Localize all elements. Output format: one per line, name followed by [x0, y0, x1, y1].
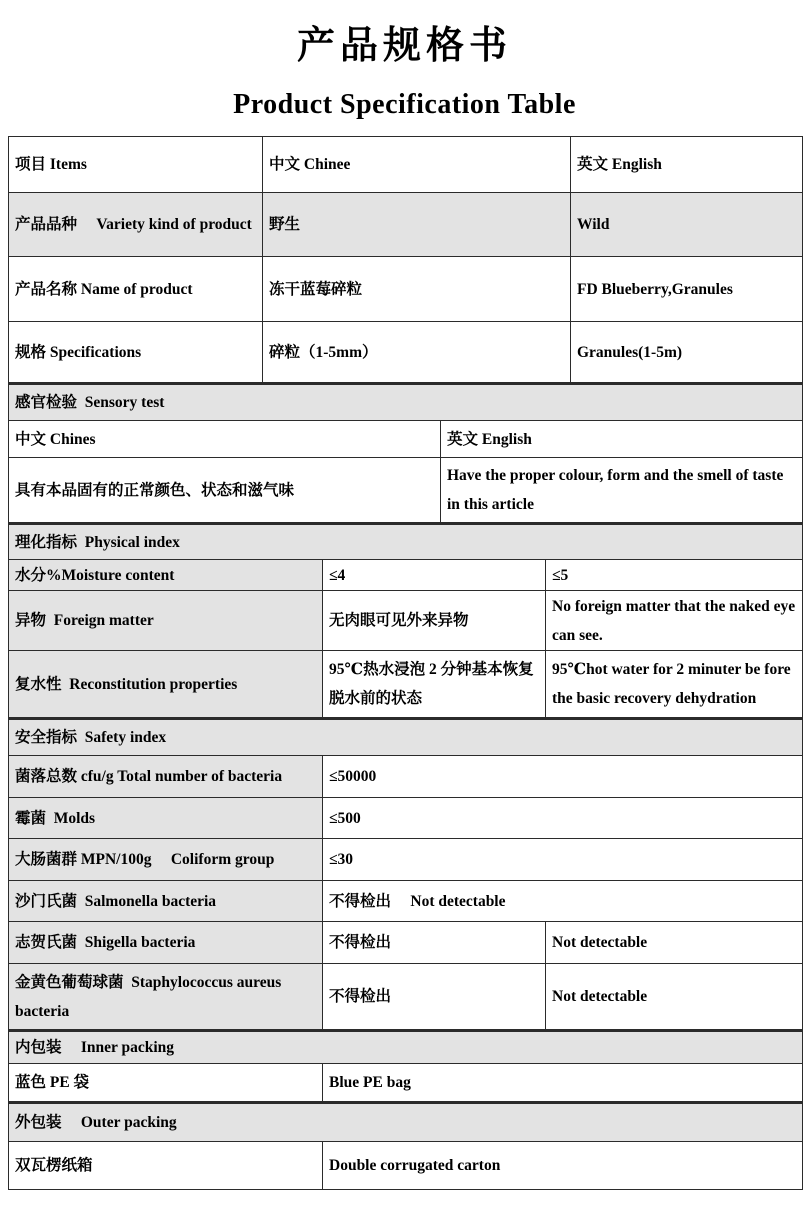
cell-text: 野生: [269, 216, 301, 233]
cell-text: ≤500: [329, 809, 361, 827]
row-product-name: [9, 257, 802, 322]
cell-text: 外包装 Outer packing: [15, 1114, 177, 1131]
row-sensory-desc-cell-1: [441, 458, 802, 522]
cell-text: 水分%Moisture content: [15, 566, 175, 584]
row-foreign-matter-cell-1: [323, 591, 546, 650]
cell-text: ≤4: [329, 566, 346, 584]
row-shigella-cell-1: [323, 922, 546, 963]
cell-text: 碎粒（1-5mm）: [269, 343, 378, 361]
row-reconstitution-cell-2: [546, 651, 802, 717]
row-moisture-cell-2: [546, 560, 802, 590]
row-foreign-matter: [9, 591, 802, 651]
row-outer-packing-header: [9, 1102, 802, 1142]
row-product-name-cell-0: [9, 257, 263, 321]
cell-text: 不得检出 Not detectable: [329, 892, 506, 910]
page-title-zh: 产品规格书: [296, 25, 512, 67]
row-inner-packing-header-cell-0: [9, 1032, 802, 1063]
document-page: [0, 14, 810, 1190]
cell-text: 中文 Chinee: [269, 156, 351, 173]
cell-text: 具有本品固有的正常颜色、状态和滋气味: [15, 481, 295, 499]
cell-text: Double corrugated carton: [329, 1157, 501, 1174]
cell-text: Wild: [577, 216, 610, 233]
row-physical-index-header-cell-0: [9, 525, 802, 559]
product-spec-table: [8, 136, 803, 1190]
cell-text: 内包装 Inner packing: [15, 1039, 175, 1056]
cell-text: 菌落总数 cfu/g Total number of bacteria: [15, 768, 283, 785]
row-shigella-cell-0: [9, 922, 323, 963]
cell-text: 产品名称 Name of product: [15, 280, 193, 298]
row-language-header: [9, 421, 802, 458]
cell-text: 感官检验 Sensory test: [15, 394, 165, 411]
row-coliform-cell-0: [9, 839, 323, 880]
row-specifications-cell-1: [263, 322, 571, 382]
row-safety-index-header: [9, 718, 802, 756]
row-staph-aureus: [9, 964, 802, 1030]
cell-text: 英文 English: [577, 156, 662, 173]
cell-text: 95℃热水浸泡 2 分钟基本恢复脱水前的状态: [329, 661, 534, 707]
row-variety-cell-2: [571, 193, 802, 256]
cell-text: 沙门氏菌 Salmonella bacteria: [15, 892, 217, 910]
row-inner-packing: [9, 1064, 802, 1102]
cell-text: 无肉眼可见外来异物: [329, 612, 469, 629]
row-specifications-cell-2: [571, 322, 802, 382]
cell-text: 不得检出: [329, 988, 392, 1005]
row-inner-packing-header: [9, 1030, 802, 1064]
row-physical-index-header: [9, 523, 802, 560]
cell-text: 产品品种 Variety kind of product: [15, 216, 252, 233]
cell-text: 复水性 Reconstitution properties: [15, 675, 238, 693]
row-sensory-test-header-cell-0: [9, 385, 802, 420]
cell-text: 志贺氏菌 Shigella bacteria: [15, 934, 196, 951]
row-sensory-desc: [9, 458, 802, 523]
row-foreign-matter-cell-2: [546, 591, 802, 650]
cell-text: 大肠菌群 MPN/100g Coliform group: [15, 851, 275, 868]
cell-text: Not detectable: [552, 988, 648, 1005]
row-foreign-matter-cell-0: [9, 591, 323, 650]
row-staph-aureus-cell-1: [323, 964, 546, 1029]
row-outer-packing-cell-1: [323, 1142, 802, 1189]
row-molds-cell-0: [9, 798, 323, 838]
cell-text: 冻干蓝莓碎粒: [269, 280, 363, 298]
cell-text: 理化指标 Physical index: [15, 533, 180, 551]
row-language-header-cell-1: [441, 421, 802, 457]
row-salmonella-cell-1: [323, 881, 802, 921]
row-staph-aureus-cell-2: [546, 964, 802, 1029]
row-inner-packing-cell-0: [9, 1064, 323, 1101]
row-reconstitution-cell-0: [9, 651, 323, 717]
row-staph-aureus-cell-0: [9, 964, 323, 1029]
row-sensory-desc-cell-0: [9, 458, 441, 522]
row-total-bacteria-cell-1: [323, 756, 802, 797]
row-product-name-cell-2: [571, 257, 802, 321]
page-title-en: Product Specification Table: [233, 89, 576, 120]
row-outer-packing-header-cell-0: [9, 1104, 802, 1141]
row-molds: [9, 798, 802, 839]
row-reconstitution: [9, 651, 802, 718]
cell-text: 金黄色葡萄球菌 Staphylococcus aureus bacteria: [15, 973, 286, 1020]
cell-text: 安全指标 Safety index: [15, 729, 167, 746]
cell-text: ≤30: [329, 851, 354, 868]
row-items-header: [9, 137, 802, 193]
row-variety: [9, 193, 802, 257]
cell-text: ≤5: [552, 566, 569, 584]
cell-text: 英文 English: [447, 430, 532, 448]
cell-text: ≤50000: [329, 768, 377, 785]
cell-text: No foreign matter that the naked eye can see.: [552, 597, 799, 644]
row-inner-packing-cell-1: [323, 1064, 802, 1101]
row-variety-cell-0: [9, 193, 263, 256]
row-shigella: [9, 922, 802, 964]
row-salmonella-cell-0: [9, 881, 323, 921]
cell-text: 异物 Foreign matter: [15, 612, 154, 629]
row-items-header-cell-0: [9, 137, 263, 192]
row-total-bacteria-cell-0: [9, 756, 323, 797]
cell-text: 双瓦楞纸箱: [15, 1157, 93, 1174]
cell-text: Have the proper colour, form and the smell of taste in this article: [447, 467, 788, 513]
row-specifications-cell-0: [9, 322, 263, 382]
cell-text: 中文 Chines: [15, 430, 96, 448]
row-moisture-cell-0: [9, 560, 323, 590]
cell-text: 规格 Specifications: [15, 343, 142, 361]
row-language-header-cell-0: [9, 421, 441, 457]
row-product-name-cell-1: [263, 257, 571, 321]
cell-text: Not detectable: [552, 934, 648, 951]
cell-text: 95℃hot water for 2 minuter be fore the basic recovery dehydration: [552, 661, 795, 707]
row-reconstitution-cell-1: [323, 651, 546, 717]
cell-text: 霉菌 Molds: [15, 809, 96, 827]
cell-text: FD Blueberry,Granules: [577, 280, 733, 298]
row-outer-packing-cell-0: [9, 1142, 323, 1189]
row-items-header-cell-2: [571, 137, 802, 192]
row-safety-index-header-cell-0: [9, 720, 802, 755]
row-moisture-cell-1: [323, 560, 546, 590]
row-outer-packing: [9, 1142, 802, 1189]
row-specifications: [9, 322, 802, 383]
row-coliform: [9, 839, 802, 881]
row-variety-cell-1: [263, 193, 571, 256]
cell-text: 蓝色 PE 袋: [15, 1074, 90, 1091]
row-coliform-cell-1: [323, 839, 802, 880]
cell-text: Blue PE bag: [329, 1074, 411, 1091]
row-shigella-cell-2: [546, 922, 802, 963]
row-sensory-test-header: [9, 383, 802, 421]
row-total-bacteria: [9, 756, 802, 798]
row-items-header-cell-1: [263, 137, 571, 192]
cell-text: 项目 Items: [15, 156, 87, 173]
row-molds-cell-1: [323, 798, 802, 838]
row-salmonella: [9, 881, 802, 922]
row-moisture: [9, 560, 802, 591]
cell-text: 不得检出: [329, 934, 392, 951]
cell-text: Granules(1-5m): [577, 343, 683, 361]
